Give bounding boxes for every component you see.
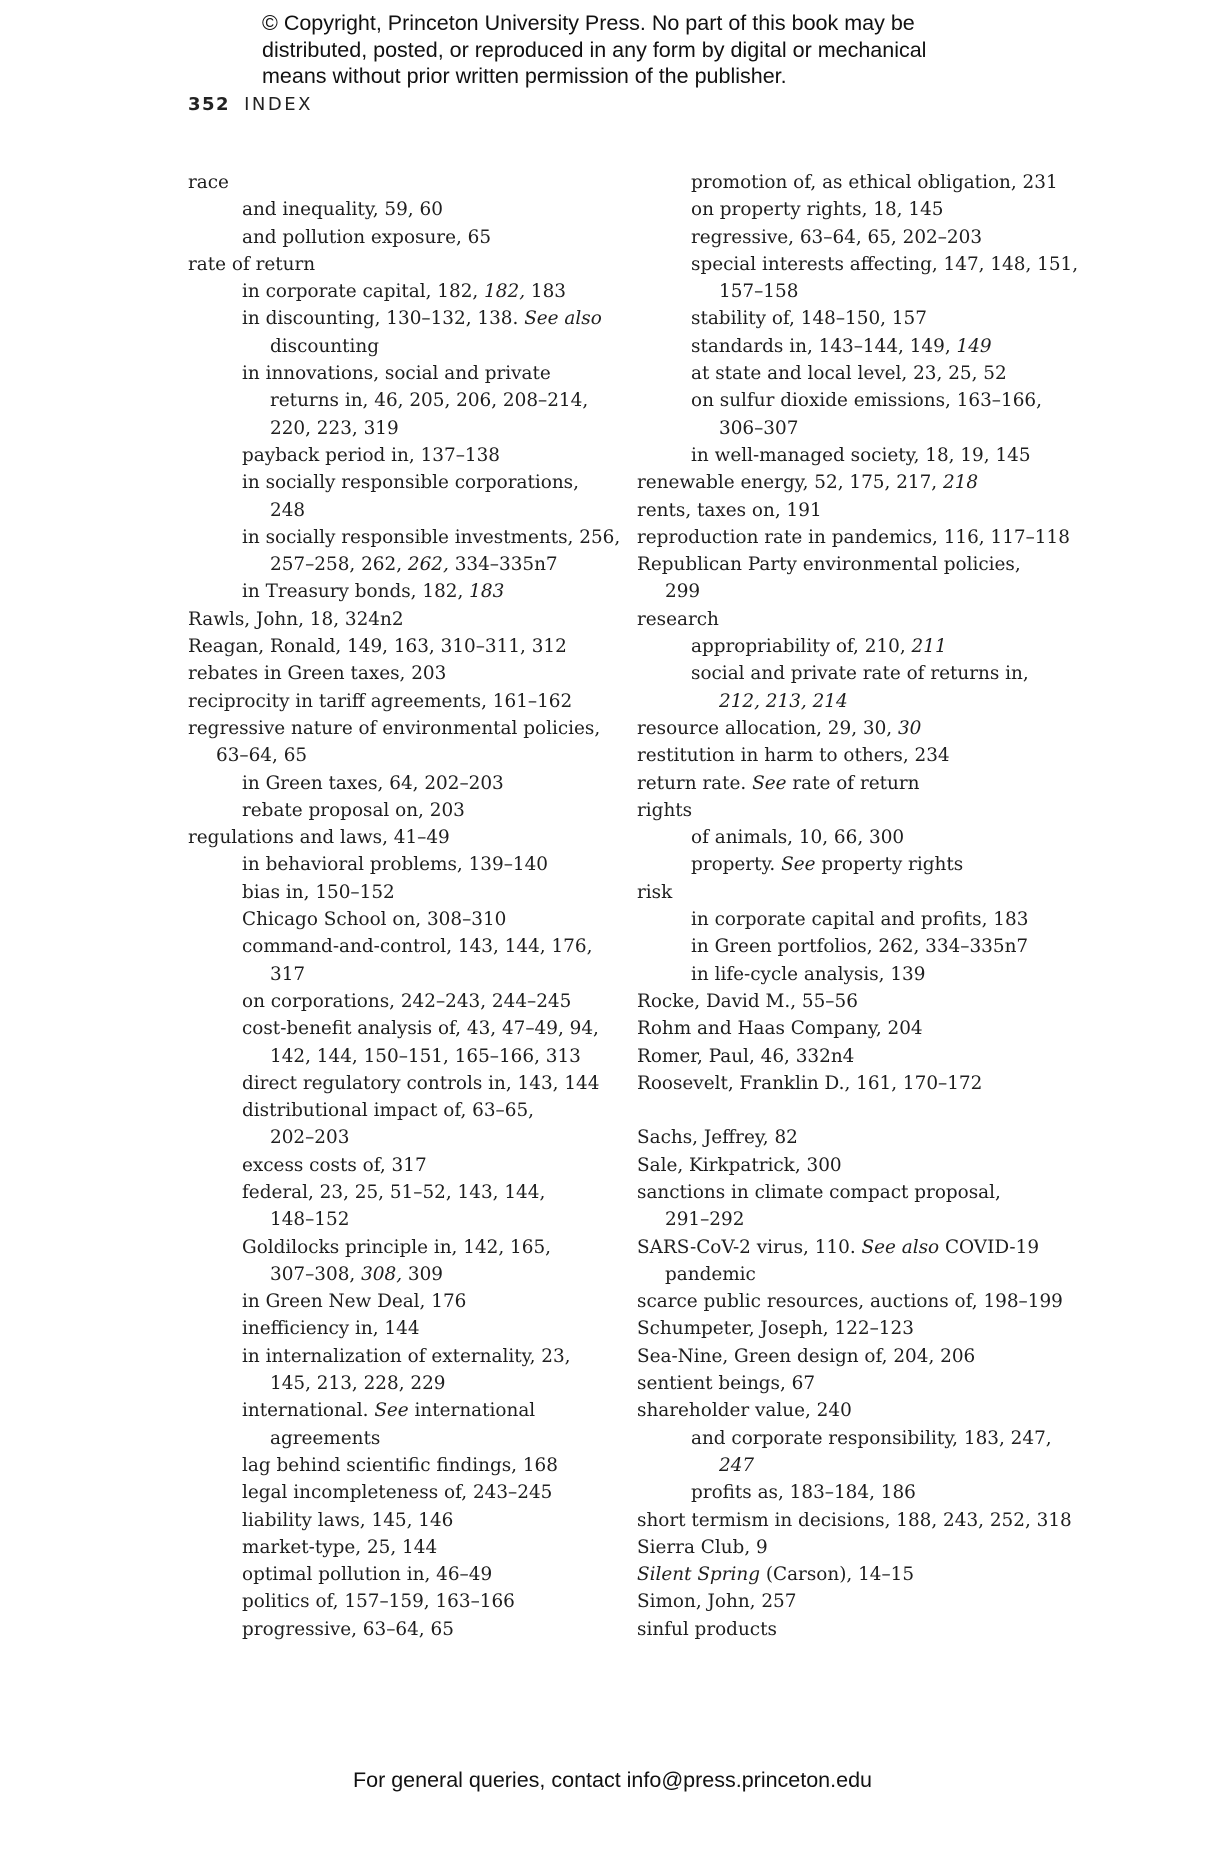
entry-text: sentient beings, 67 (637, 1373, 816, 1395)
entry-text: Reagan, Ronald, 149, 163, 310–311, 312 (188, 636, 567, 658)
entry-text: in corporate capital and profits, 183 (691, 909, 1029, 931)
index-entry (637, 1561, 1057, 1588)
entry-text: and pollution exposure, 65 (242, 226, 492, 248)
entry-text: in well-managed society, 18, 19, 145 (691, 444, 1031, 466)
entry-text: social and private rate of returns in, (691, 663, 1029, 685)
index-subentry (637, 224, 1057, 251)
index-subentry (188, 578, 608, 605)
entry-text: distributional impact of, 63–65, (242, 1100, 535, 1122)
entry-text: return rate. (637, 772, 753, 794)
entry-text: appropriability of, 210, (691, 636, 912, 658)
entry-text: command-and-control, 143, 144, 176, (242, 936, 593, 958)
entry-text: excess costs of, 317 (242, 1154, 427, 1176)
entry-text: returns in, 46, 205, 206, 208–214, (270, 390, 589, 412)
entry-text: reproduction rate in pandemics, 116, 117–118 (637, 526, 1070, 548)
entry-text: Sachs, Jeffrey, 82 (637, 1127, 798, 1149)
index-entry (637, 1507, 1072, 1534)
index-subentry (637, 851, 1057, 878)
index-entry (637, 1288, 1063, 1315)
entry-text: and corporate responsibility, 183, 247, (691, 1427, 1052, 1449)
italic-text: 218 (943, 472, 979, 494)
entry-text: sinful products (637, 1618, 777, 1640)
index-subentry (188, 797, 608, 824)
index-subentry (188, 988, 608, 1015)
entry-text: 63–64, 65 (216, 745, 308, 767)
entry-text: shareholder value, 240 (637, 1400, 852, 1422)
entry-text: inefficiency in, 144 (242, 1318, 420, 1340)
entry-text: research (637, 608, 719, 630)
index-entry (637, 1234, 1057, 1289)
index-subentry (188, 770, 608, 797)
entry-text: progressive, 63–64, 65 (242, 1618, 454, 1640)
italic-text: See (752, 772, 787, 794)
entry-text: rebates in Green taxes, 203 (188, 663, 447, 685)
entry-text: rights (637, 799, 693, 821)
letter-gap (637, 1097, 1057, 1124)
copyright-line: © Copyright, Princeton University Press. No part of this book may be (262, 11, 915, 35)
index-subentry (637, 387, 1057, 442)
index-subentry (188, 196, 608, 223)
entry-text: renewable energy, 52, 175, 217, (637, 472, 943, 494)
index-column-right (637, 169, 1079, 1643)
index-entry (188, 688, 608, 715)
entry-text: agreements (270, 1427, 381, 1449)
index-subentry (637, 1425, 1057, 1480)
index-subentry (637, 305, 1057, 332)
index-subentry (188, 1015, 608, 1070)
index-subentry (188, 1507, 608, 1534)
entry-text: SARS-CoV-2 virus, 110. (637, 1236, 862, 1258)
entry-text: Schumpeter, Joseph, 122–123 (637, 1318, 914, 1340)
index-entry (188, 824, 608, 851)
entry-text: 248 (270, 499, 306, 521)
index-entry (637, 1370, 1057, 1397)
index-subentry (637, 660, 1057, 715)
entry-text: bias in, 150–152 (242, 881, 395, 903)
entry-text: Sierra Club, 9 (637, 1536, 768, 1558)
entry-text: standards in, 143–144, 149, (691, 335, 957, 357)
index-subentry (637, 251, 1079, 306)
index-entry (637, 1070, 1057, 1097)
entry-text: on sulfur dioxide emissions, 163–166, (691, 390, 1042, 412)
entry-text: resource allocation, 29, 30, (637, 717, 898, 739)
entry-text: Rohm and Haas Company, 204 (637, 1018, 923, 1040)
entry-text: 202–203 (270, 1127, 350, 1149)
entry-text: Republican Party environmental policies, (637, 554, 1021, 576)
index-entry (637, 469, 1057, 496)
index-entry (637, 1152, 1057, 1179)
entry-text: in socially responsible corporations, (242, 472, 579, 494)
entry-text: discounting (270, 335, 380, 357)
entry-text: Sea-Nine, Green design of, 204, 206 (637, 1345, 976, 1367)
entry-text: federal, 23, 25, 51–52, 143, 144, (242, 1181, 546, 1203)
entry-text: of animals, 10, 66, 300 (691, 827, 905, 849)
entry-text: liability laws, 145, 146 (242, 1509, 454, 1531)
index-entry (637, 797, 1057, 824)
index-entry (188, 633, 608, 660)
entry-text: Goldilocks principle in, 142, 165, (242, 1236, 551, 1258)
entry-text: 257–258, 262, (270, 554, 408, 576)
index-subentry (188, 278, 608, 305)
index-entry (637, 1588, 1057, 1615)
copyright-notice (262, 10, 1022, 90)
index-subentry (188, 1152, 608, 1179)
italic-text: 308, (361, 1263, 403, 1285)
entry-text: Simon, John, 257 (637, 1591, 797, 1613)
entry-text: COVID-19 (939, 1236, 1040, 1258)
entry-text: short termism in decisions, 188, 243, 252, 318 (637, 1509, 1072, 1531)
entry-text: promotion of, as ethical obligation, 231 (691, 172, 1058, 193)
entry-text: on corporations, 242–243, 244–245 (242, 990, 572, 1012)
entry-text: 148–152 (270, 1209, 350, 1231)
index-subentry (637, 169, 1057, 196)
index-subentry (188, 1588, 608, 1615)
entry-text: rate of return (188, 253, 316, 275)
index-entry (637, 879, 1057, 906)
index-subentry (637, 824, 1057, 851)
section-title: INDEX (244, 94, 313, 115)
index-entry (637, 770, 1057, 797)
index-entry (637, 551, 1057, 606)
entry-text: rebate proposal on, 203 (242, 799, 465, 821)
entry-text: Rawls, John, 18, 324n2 (188, 608, 404, 630)
index-entry (637, 1397, 1057, 1424)
copyright-line: means without prior written permission of the publisher. (262, 64, 787, 88)
index-subentry (188, 933, 608, 988)
entry-text: legal incompleteness of, 243–245 (242, 1482, 553, 1504)
index-subentry (637, 633, 1057, 660)
entry-text: 309 (402, 1263, 443, 1285)
italic-text: See (781, 854, 816, 876)
footer-contact: For general queries, contact info@press.princeton.edu (352, 1768, 872, 1792)
entry-text: and inequality, 59, 60 (242, 199, 443, 221)
index-entry (637, 606, 1057, 633)
entry-text: sanctions in climate compact proposal, (637, 1181, 1001, 1203)
entry-text: scarce public resources, auctions of, 198–199 (637, 1291, 1063, 1313)
index-entry (637, 742, 1057, 769)
entry-text: in life-cycle analysis, 139 (691, 963, 926, 985)
entry-text: Sale, Kirkpatrick, 300 (637, 1154, 842, 1176)
entry-text: in internalization of externality, 23, (242, 1345, 571, 1367)
index-entry (188, 715, 608, 770)
entry-text: 299 (665, 581, 701, 603)
italic-text: 30 (897, 717, 922, 739)
entry-text: profits as, 183–184, 186 (691, 1482, 916, 1504)
entry-text: optimal pollution in, 46–49 (242, 1564, 493, 1586)
entry-text: risk (637, 881, 673, 903)
entry-text: reciprocity in tariff agreements, 161–162 (188, 690, 573, 712)
index-subentry (188, 469, 608, 524)
entry-text: international. (242, 1400, 375, 1422)
entry-text: in corporate capital, 182, (242, 281, 485, 303)
index-entry (637, 1015, 1057, 1042)
entry-text: in Green taxes, 64, 202–203 (242, 772, 504, 794)
index-entry (188, 169, 608, 196)
entry-text: 145, 213, 228, 229 (270, 1373, 446, 1395)
index-entry (188, 606, 608, 633)
index-entry (637, 1315, 1057, 1342)
index-subentry (188, 1616, 608, 1643)
index-subentry (188, 305, 608, 360)
index-subentry (188, 360, 608, 442)
index-subentry (188, 1534, 608, 1561)
index-subentry (188, 1397, 608, 1452)
italic-text: 182, (484, 281, 526, 303)
index-subentry (188, 524, 621, 579)
entry-text: in socially responsible investments, 256, (242, 526, 621, 548)
index-subentry (188, 224, 608, 251)
entry-text: special interests affecting, 147, 148, 151, (691, 253, 1079, 275)
entry-text: race (188, 172, 229, 193)
index-subentry (637, 360, 1057, 387)
italic-text: See (374, 1400, 409, 1422)
entry-text: market-type, 25, 144 (242, 1536, 438, 1558)
index-subentry (637, 906, 1057, 933)
italic-text: 247 (719, 1454, 755, 1476)
entry-text: direct regulatory controls in, 143, 144 (242, 1072, 600, 1094)
index-entry (637, 1124, 1057, 1151)
entry-text: 157–158 (719, 281, 799, 303)
entry-text: Rocke, David M., 55–56 (637, 990, 858, 1012)
italic-text: Silent Spring (637, 1564, 760, 1586)
index-entry (637, 497, 1057, 524)
index-subentry (188, 1315, 608, 1342)
italic-text: 211 (911, 636, 947, 658)
entry-text: at state and local level, 23, 25, 52 (691, 363, 1007, 385)
index-subentry (188, 1179, 608, 1234)
italic-text: 262, (407, 554, 449, 576)
index-entry (637, 1616, 1057, 1643)
entry-text: politics of, 157–159, 163–166 (242, 1591, 515, 1613)
entry-text: in innovations, social and private (242, 363, 551, 385)
index-subentry (637, 961, 1057, 988)
entry-text: property. (691, 854, 782, 876)
entry-text: 291–292 (665, 1209, 745, 1231)
entry-text: in behavioral problems, 139–140 (242, 854, 549, 876)
entry-text: restitution in harm to others, 234 (637, 745, 950, 767)
entry-text: in Green New Deal, 176 (242, 1291, 467, 1313)
entry-text: 317 (270, 963, 306, 985)
index-subentry (637, 333, 1057, 360)
index-subentry (188, 1097, 608, 1152)
index-subentry (188, 906, 608, 933)
index-subentry (637, 196, 1057, 223)
entry-text: 306–307 (719, 417, 799, 439)
index-entry (637, 715, 1057, 742)
index-entry (637, 1043, 1057, 1070)
italic-text: 183 (469, 581, 505, 603)
italic-text: 149 (956, 335, 992, 357)
index-entry (188, 251, 608, 278)
entry-text: property rights (815, 854, 964, 876)
entry-text: lag behind scientific findings, 168 (242, 1454, 558, 1476)
entry-text: 220, 223, 319 (270, 417, 399, 439)
page-number: 352 (188, 94, 231, 115)
entry-text: on property rights, 18, 145 (691, 199, 944, 221)
entry-text: payback period in, 137–138 (242, 444, 500, 466)
index-column-left (188, 169, 621, 1643)
entry-text: pandemic (665, 1263, 756, 1285)
entry-text: 307–308, (270, 1263, 362, 1285)
entry-text: 183 (525, 281, 567, 303)
italic-text: See also (524, 308, 602, 330)
entry-text: stability of, 148–150, 157 (691, 308, 927, 330)
index-subentry (637, 933, 1057, 960)
entry-text: regressive, 63–64, 65, 202–203 (691, 226, 983, 248)
index-subentry (188, 879, 608, 906)
entry-text: in Treasury bonds, 182, (242, 581, 470, 603)
entry-text: rents, taxes on, 191 (637, 499, 822, 521)
index-entry (188, 660, 608, 687)
index-subentry (188, 1561, 608, 1588)
index-subentry (188, 1234, 608, 1289)
index-entry (637, 1343, 1057, 1370)
index-subentry (637, 442, 1057, 469)
entry-text: in Green portfolios, 262, 334–335n7 (691, 936, 1029, 958)
index-entry (637, 1179, 1057, 1234)
italic-text: 212, 213, 214 (719, 690, 848, 712)
entry-text: Chicago School on, 308–310 (242, 909, 507, 931)
copyright-line: distributed, posted, or reproduced in any form by digital or mechanical (262, 37, 927, 62)
entry-text: 142, 144, 150–151, 165–166, 313 (270, 1045, 581, 1067)
index-subentry (188, 1288, 608, 1315)
entry-text: regulations and laws, 41–49 (188, 827, 450, 849)
index-entry (637, 988, 1057, 1015)
index-subentry (188, 1479, 608, 1506)
index-subentry (188, 442, 608, 469)
index-subentry (637, 1479, 1057, 1506)
index-subentry (188, 1070, 608, 1097)
entry-text: regressive nature of environmental policies, (188, 717, 601, 739)
italic-text: See also (861, 1236, 940, 1258)
index-subentry (188, 851, 608, 878)
entry-text: cost-benefit analysis of, 43, 47–49, 94, (242, 1018, 599, 1040)
entry-text: 334–335n7 (448, 554, 558, 576)
index-subentry (188, 1452, 608, 1479)
entry-text: Romer, Paul, 46, 332n4 (637, 1045, 855, 1067)
running-header (188, 94, 313, 115)
entry-text: international (408, 1400, 536, 1422)
entry-text: (Carson), 14–15 (760, 1564, 915, 1586)
entry-text: in discounting, 130–132, 138. (242, 308, 525, 330)
index-entry (637, 524, 1070, 551)
index-subentry (188, 1343, 608, 1398)
entry-text: Roosevelt, Franklin D., 161, 170–172 (637, 1072, 983, 1094)
entry-text: rate of return (786, 772, 920, 794)
index-entry (637, 1534, 1057, 1561)
